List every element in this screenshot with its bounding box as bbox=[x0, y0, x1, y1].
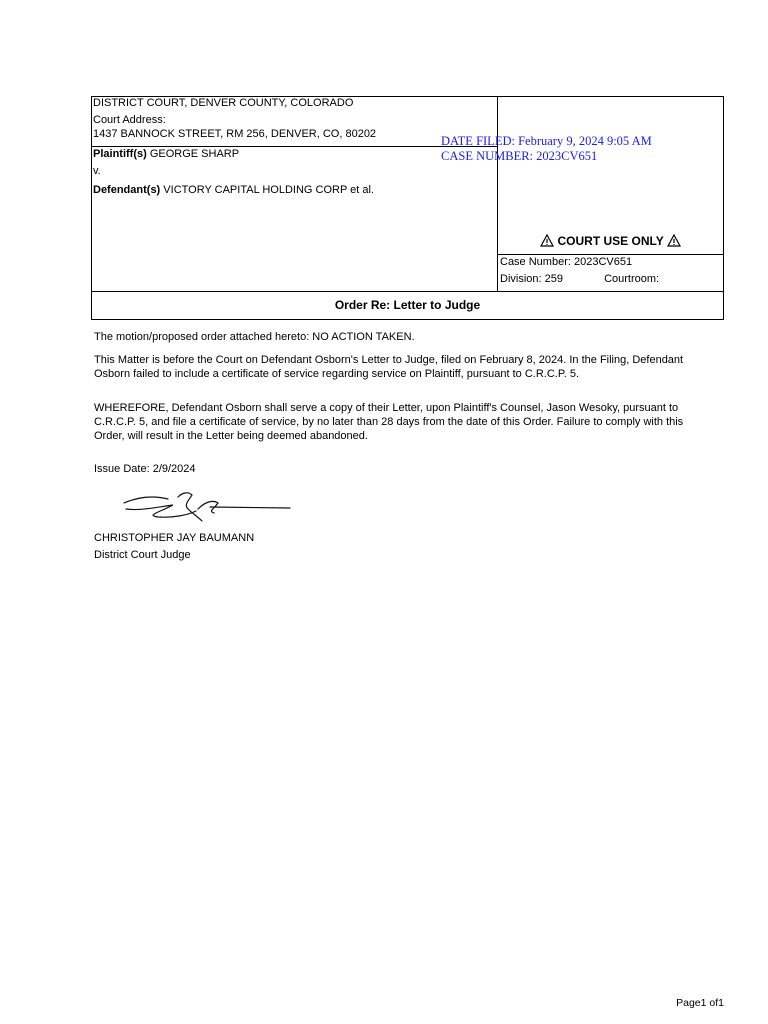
judge-block bbox=[94, 531, 714, 562]
court-use-only-box bbox=[498, 227, 723, 255]
order-paragraph-3 bbox=[94, 401, 714, 443]
division-line bbox=[500, 273, 659, 286]
stamp-case-number: CASE NUMBER: 2023CV651 bbox=[441, 149, 598, 163]
court-use-only-label: COURT USE ONLY bbox=[557, 234, 664, 248]
defendant-name: VICTORY CAPITAL HOLDING CORP et al. bbox=[163, 184, 374, 196]
case-number-value: 2023CV651 bbox=[573, 256, 633, 268]
paragraph-3-line-2: C.R.C.P. 5, and file a certificate of service, by no later than 28 days from the date of this Order. Failure to comply with this bbox=[94, 416, 684, 428]
issue-date-value: 2/9/2024 bbox=[152, 463, 196, 475]
court-address-label: Court Address: bbox=[93, 114, 166, 126]
court-use-divider bbox=[498, 254, 723, 255]
plaintiff-name: GEORGE SHARP bbox=[149, 148, 240, 160]
order-title: Order Re: Letter to Judge bbox=[92, 291, 723, 319]
defendant-line bbox=[93, 184, 374, 197]
judge-title: District Court Judge bbox=[94, 549, 191, 561]
plaintiff-line bbox=[93, 148, 239, 161]
order-paragraph-2 bbox=[94, 353, 714, 381]
case-number-line bbox=[500, 256, 632, 269]
paragraph-3-line-3: Order, will result in the Letter being deemed abandoned. bbox=[94, 430, 368, 442]
judge-signature-image bbox=[118, 487, 298, 527]
plaintiff-label: Plaintiff(s) bbox=[93, 148, 147, 160]
issue-date-line bbox=[94, 462, 714, 476]
case-number-label: Case Number: bbox=[500, 256, 571, 268]
warning-triangle-icon bbox=[667, 234, 681, 247]
paragraph-3-line-1: WHEREFORE, Defendant Osborn shall serve a copy of their Letter, upon Plaintiff's Counsel, Jason Wesoky, pursuant to bbox=[94, 402, 679, 414]
judge-name: CHRISTOPHER JAY BAUMANN bbox=[94, 532, 255, 544]
division-label: Division: bbox=[500, 273, 542, 285]
stamp-date-filed: DATE FILED: February 9, 2024 9:05 AM bbox=[441, 134, 652, 148]
courtroom-label: Courtroom: bbox=[604, 273, 660, 285]
caption-right-cell bbox=[498, 97, 723, 291]
division-value: 259 bbox=[544, 273, 563, 285]
defendant-label: Defendant(s) bbox=[93, 184, 161, 196]
court-name: DISTRICT COURT, DENVER COUNTY, COLORADO bbox=[93, 97, 354, 109]
issue-date-label: Issue Date: bbox=[94, 463, 150, 475]
paragraph-2-line-2: Osborn failed to include a certificate of service regarding service on Plaintiff, pursuant to C.R.C.P. 5. bbox=[94, 368, 580, 380]
paragraph-2-line-1: This Matter is before the Court on Defendant Osborn's Letter to Judge, filed on February 8, 2024. In the Filing, Defendant bbox=[94, 354, 684, 366]
filing-stamp bbox=[441, 134, 652, 164]
page-number: Page1 of1 bbox=[676, 997, 724, 1009]
case-caption-table bbox=[91, 96, 724, 320]
versus-text: v. bbox=[93, 165, 101, 177]
caption-left-cell bbox=[92, 97, 498, 291]
warning-triangle-icon bbox=[540, 234, 554, 247]
order-paragraph-1: The motion/proposed order attached hereto: NO ACTION TAKEN. bbox=[94, 331, 415, 343]
court-address: 1437 BANNOCK STREET, RM 256, DENVER, CO, 80202 bbox=[93, 128, 377, 140]
caption-divider bbox=[92, 146, 498, 147]
